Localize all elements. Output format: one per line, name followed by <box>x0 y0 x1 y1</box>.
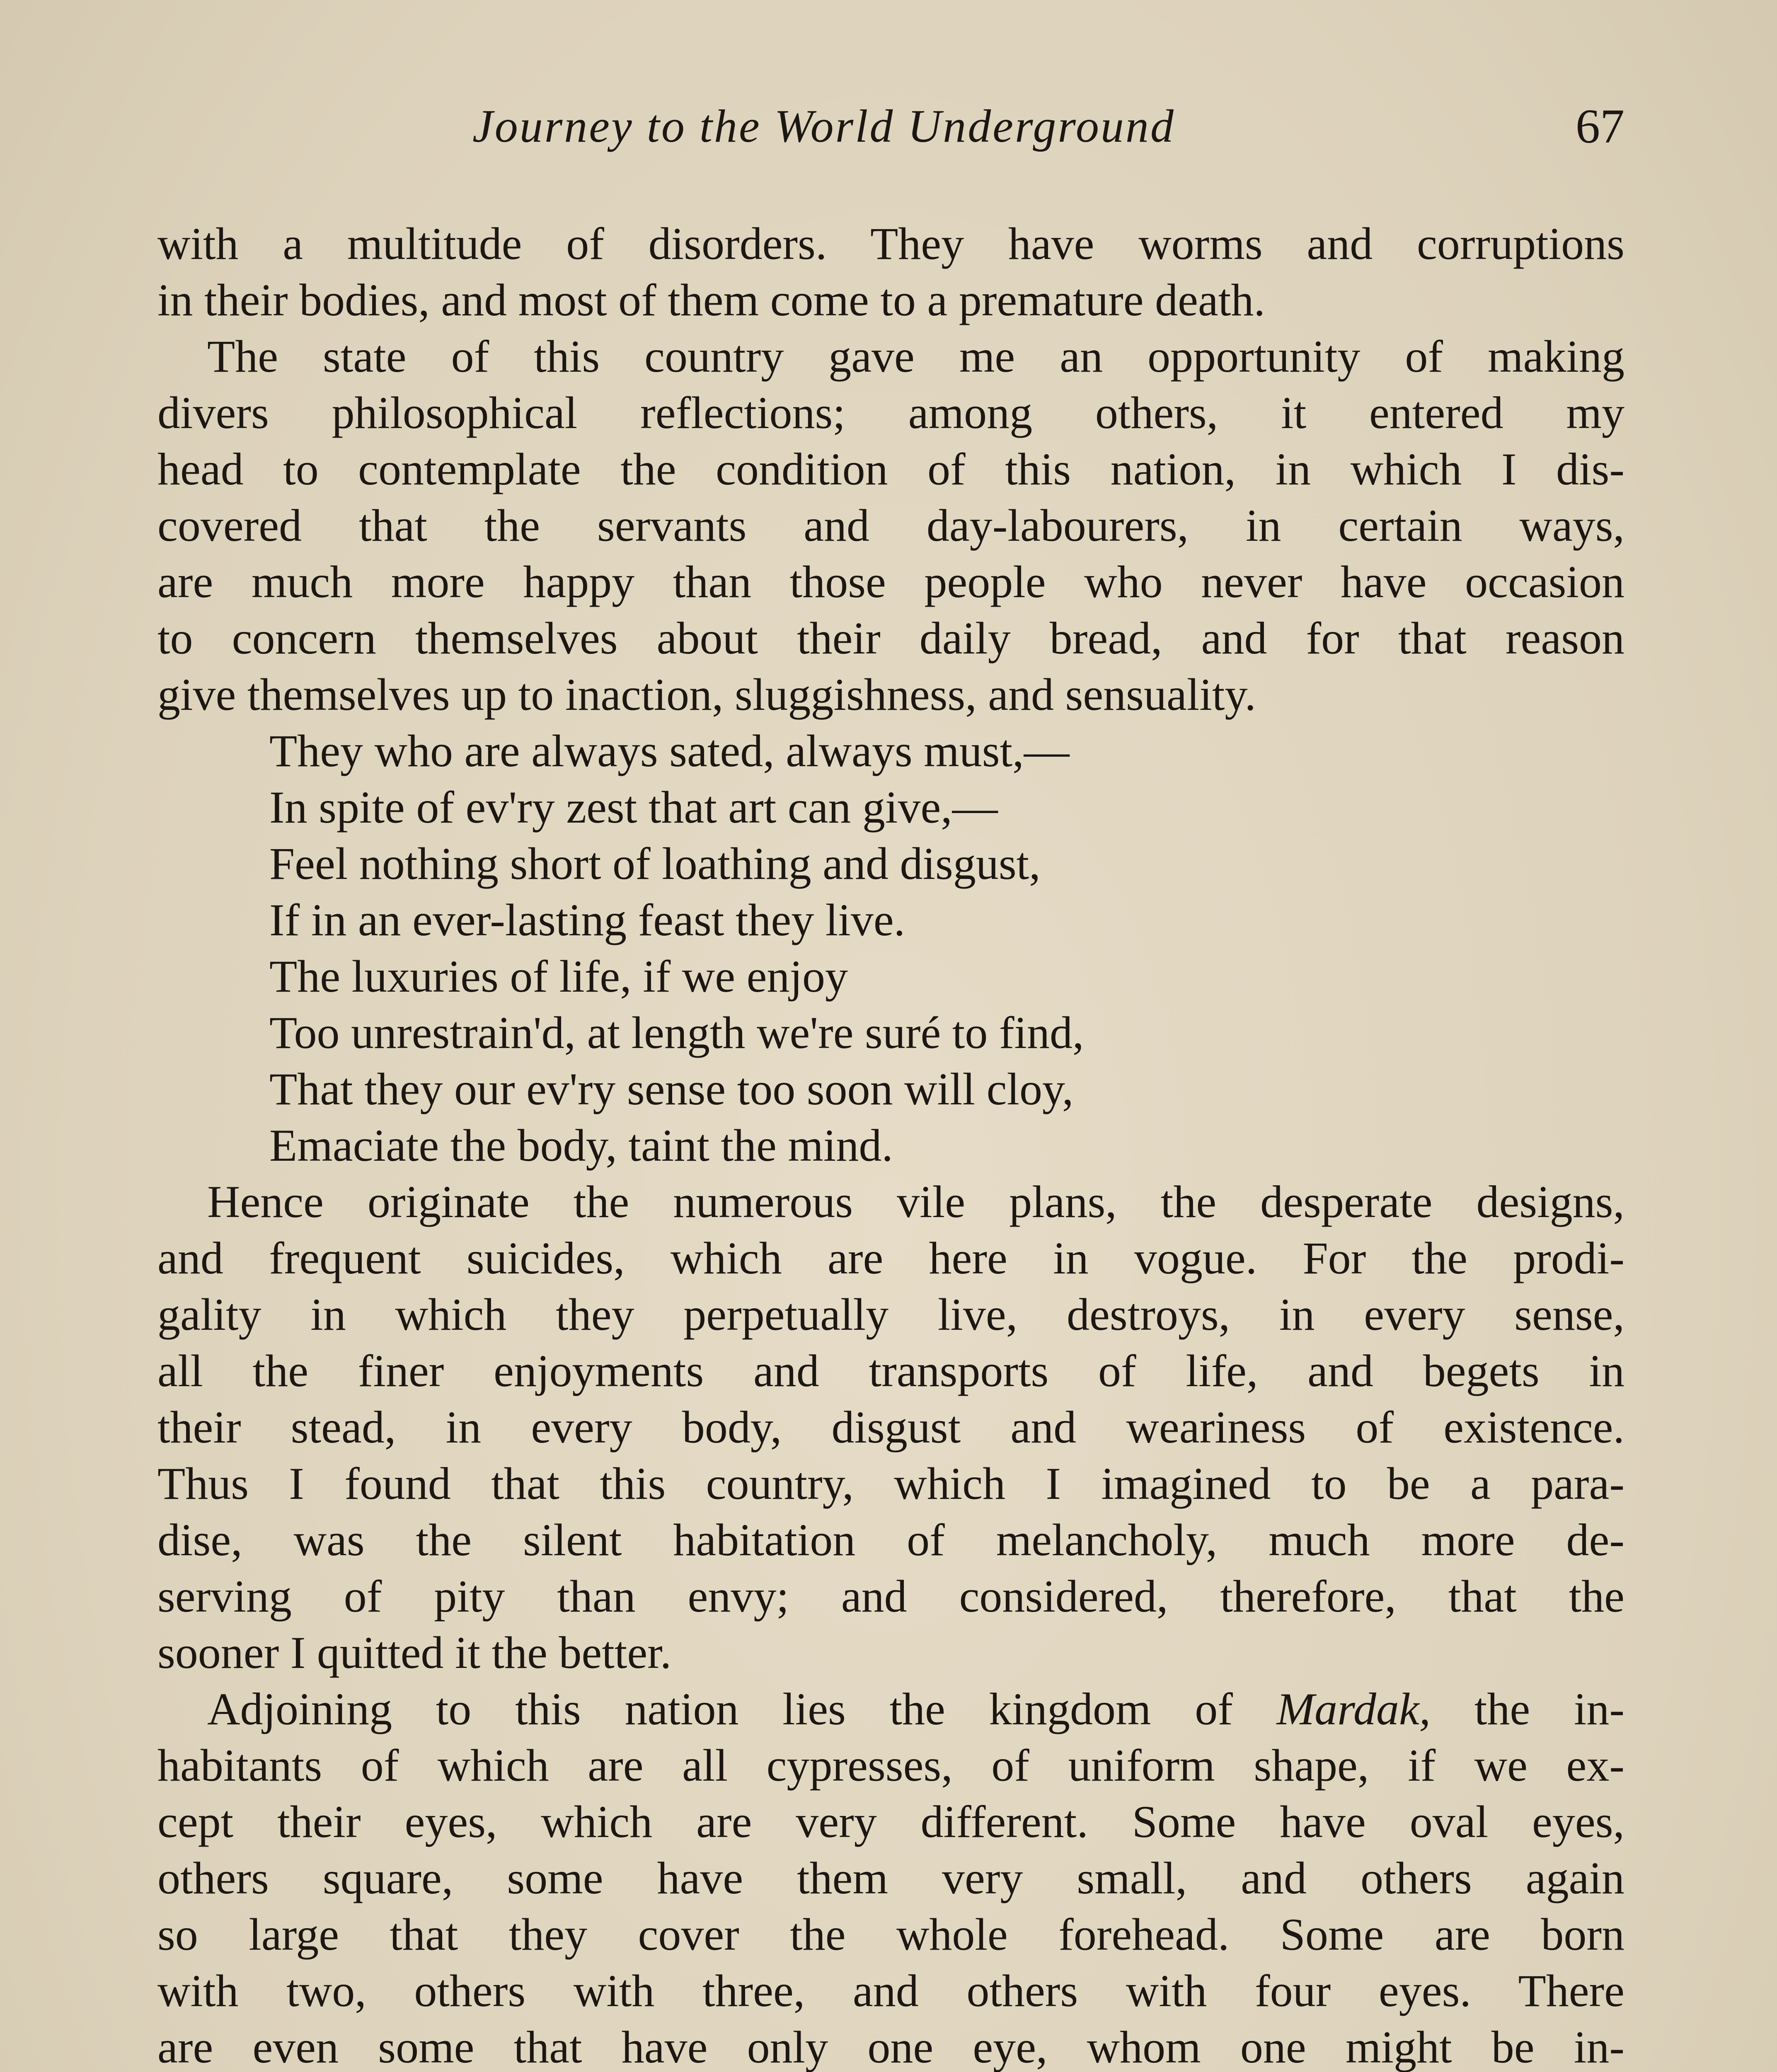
verse-line: That they our ev'ry sense too soon will cloy, <box>269 1064 1074 1114</box>
verse-line: The luxuries of life, if we enjoy <box>269 951 848 1002</box>
text-line: are even some that have only one eye, whom one might be in- <box>157 2022 1624 2072</box>
page-header <box>157 95 1624 157</box>
text-line: to concern themselves about their daily bread, and for that reason <box>157 613 1624 663</box>
text-line: serving of pity than envy; and considered, therefore, that the <box>157 1571 1624 1622</box>
verse-line: Too unrestrain'd, at length we're suré to find, <box>269 1007 1084 1058</box>
text-line: so large that they cover the whole forehead. Some are born <box>157 1909 1624 1960</box>
text-line: head to contemplate the condition of this nation, in which I dis- <box>157 444 1624 494</box>
text-line: divers philosophical reflections; among others, it entered my <box>157 387 1624 438</box>
text-line: with a multitude of disorders. They have worms and corruptions <box>157 218 1624 269</box>
text-line: Thus I found that this country, which I imagined to be a para- <box>157 1458 1624 1509</box>
verse-line: In spite of ev'ry zest that art can give,— <box>269 782 998 833</box>
text-run: Adjoining to this nation lies the kingdom of <box>207 1684 1277 1734</box>
text-line: habitants of which are all cypresses, of uniform shape, if we ex- <box>157 1740 1624 1791</box>
text-line: others square, some have them very small, and others again <box>157 1853 1624 1903</box>
text-line: with two, others with three, and others with four eyes. There <box>157 1965 1624 2016</box>
page-body <box>157 215 1624 2072</box>
text-line: are much more happy than those people who never have occasion <box>157 557 1624 607</box>
page-number: 67 <box>1576 99 1624 153</box>
text-run: the in- <box>1431 1684 1624 1734</box>
verse-line: If in an ever-lasting feast they live. <box>269 895 905 945</box>
place-name-mardak: Mardak, <box>1276 1684 1431 1734</box>
text-line: The state of this country gave me an opportunity of making <box>207 331 1624 382</box>
text-line: all the finer enjoyments and transports of life, and begets in <box>157 1346 1624 1396</box>
text-line: dise, was the silent habitation of melancholy, much more de- <box>157 1515 1624 1565</box>
verse-line: They who are always sated, always must,— <box>269 726 1070 776</box>
text-line: in their bodies, and most of them come to a premature death. <box>157 275 1265 325</box>
verse-line: Emaciate the body, taint the mind. <box>269 1120 893 1171</box>
text-line: their stead, in every body, disgust and weariness of existence. <box>157 1402 1624 1452</box>
text-line: cept their eyes, which are very different. Some have oval eyes, <box>157 1796 1624 1847</box>
verse-line: Feel nothing short of loathing and disgust, <box>269 838 1041 889</box>
text-line: and frequent suicides, which are here in vogue. For the prodi- <box>157 1233 1624 1283</box>
text-line: give themselves up to inaction, sluggishness, and sensuality. <box>157 669 1256 720</box>
text-line: covered that the servants and day-labourers, in certain ways, <box>157 500 1624 551</box>
text-line: sooner I quitted it the better. <box>157 1627 672 1678</box>
text-line: gality in which they perpetually live, destroys, in every sense, <box>157 1289 1624 1340</box>
text-line: Hence originate the numerous vile plans, the desperate designs, <box>207 1176 1624 1227</box>
text-line-mardak <box>157 1681 1624 1737</box>
running-head: Journey to the World Underground <box>472 101 1175 152</box>
